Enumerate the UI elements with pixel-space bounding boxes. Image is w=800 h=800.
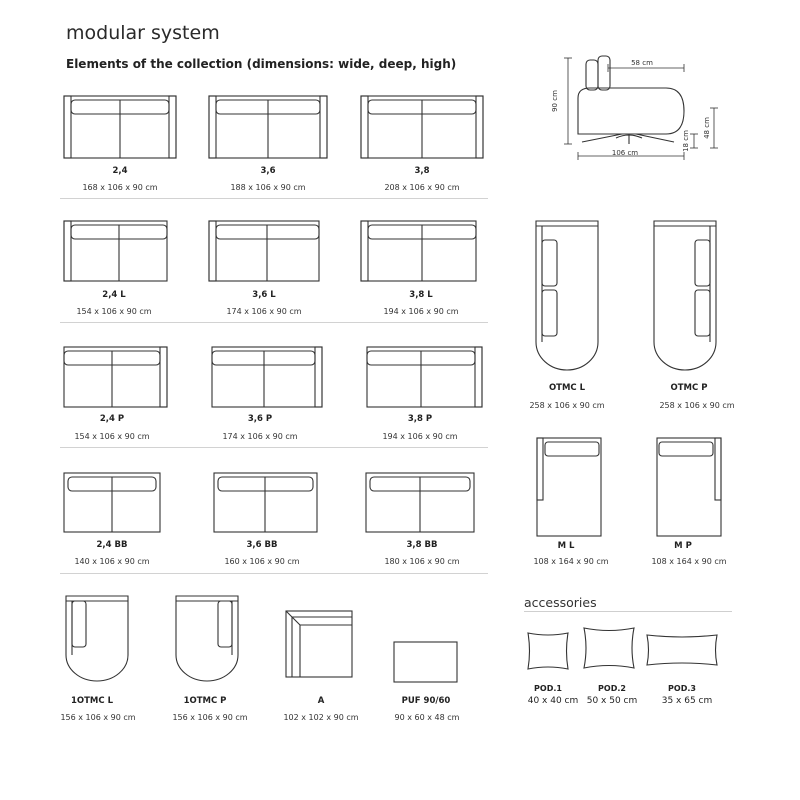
- pod-2-drawing: [584, 628, 634, 668]
- sofa-2-4-p-drawing: [64, 347, 167, 407]
- label-pod-2: POD.2: [598, 684, 626, 693]
- sofa-3-6-l-drawing: [209, 221, 319, 281]
- side-seat-depth-label: 58 cm: [631, 59, 653, 67]
- pod-1-drawing: [528, 633, 568, 669]
- dims-2-4-bb: 140 x 106 x 90 cm: [74, 557, 150, 566]
- sofa-3-8-l-drawing: [361, 221, 476, 281]
- dims-3-6: 188 x 106 x 90 cm: [230, 183, 306, 192]
- dims-1otmc-p: 156 x 106 x 90 cm: [172, 713, 248, 722]
- sofa-2-4-l-drawing: [64, 221, 167, 281]
- label-a: A: [317, 696, 325, 706]
- dims-otmc-l: 258 x 106 x 90 cm: [529, 401, 605, 410]
- dims-3-8-p: 194 x 106 x 90 cm: [382, 432, 458, 441]
- label-pod-1: POD.1: [534, 684, 562, 693]
- pod-3-drawing: [647, 635, 717, 665]
- label-2-4-bb: 2,4 BB: [96, 540, 128, 550]
- corner-a-drawing: [286, 611, 352, 677]
- 1otmc-l-drawing: [66, 596, 128, 681]
- label-2-4-l: 2,4 L: [102, 290, 126, 300]
- label-m-l: M L: [557, 541, 575, 551]
- page-title: modular system: [66, 22, 220, 44]
- dims-puf: 90 x 60 x 48 cm: [394, 713, 460, 722]
- label-otmc-p: OTMC P: [670, 383, 708, 393]
- dims-3-8-l: 194 x 106 x 90 cm: [383, 307, 459, 316]
- sofa-3-6-p-drawing: [212, 347, 322, 407]
- dims-3-6-l: 174 x 106 x 90 cm: [226, 307, 302, 316]
- otmc-l-drawing: [536, 221, 598, 370]
- label-otmc-l: OTMC L: [548, 383, 586, 393]
- dims-3-6-bb: 160 x 106 x 90 cm: [224, 557, 300, 566]
- label-3-6-bb: 3,6 BB: [246, 540, 278, 550]
- label-2-4: 2,4: [112, 166, 128, 176]
- dims-pod-2: 50 x 50 cm: [586, 696, 638, 706]
- sofa-2-4-bb-drawing: [64, 473, 160, 532]
- label-puf: PUF 90/60: [401, 696, 451, 706]
- dims-3-8-bb: 180 x 106 x 90 cm: [384, 557, 460, 566]
- label-3-8-l: 3,8 L: [409, 290, 433, 300]
- side-seat-height-label: 48 cm: [703, 117, 711, 139]
- dims-3-8: 208 x 106 x 90 cm: [384, 183, 460, 192]
- m-p-drawing: [657, 438, 721, 536]
- dims-2-4-l: 154 x 106 x 90 cm: [76, 307, 152, 316]
- dims-1otmc-l: 156 x 106 x 90 cm: [60, 713, 136, 722]
- side-view-drawing: [564, 56, 718, 160]
- label-2-4-p: 2,4 P: [99, 414, 125, 424]
- accessories-divider: [524, 611, 732, 612]
- label-1otmc-p: 1OTMC P: [183, 696, 227, 706]
- label-pod-3: POD.3: [668, 684, 696, 693]
- otmc-p-drawing: [654, 221, 716, 370]
- puf-drawing: [394, 642, 457, 682]
- accessories-title: accessories: [524, 595, 597, 610]
- dims-2-4: 168 x 106 x 90 cm: [82, 183, 158, 192]
- label-3-6: 3,6: [260, 166, 276, 176]
- side-leg-label: 18 cm: [682, 130, 690, 152]
- label-3-6-l: 3,6 L: [252, 290, 276, 300]
- side-height-label: 90 cm: [551, 90, 559, 112]
- sofa-2-4-drawing: [64, 96, 176, 158]
- m-l-drawing: [537, 438, 601, 536]
- label-3-6-p: 3,6 P: [247, 414, 273, 424]
- label-3-8-bb: 3,8 BB: [406, 540, 438, 550]
- label-1otmc-l: 1OTMC L: [70, 696, 113, 706]
- sofa-3-6-drawing: [209, 96, 327, 158]
- label-m-p: M P: [674, 541, 692, 551]
- dims-m-l: 108 x 164 x 90 cm: [533, 557, 609, 566]
- dims-a: 102 x 102 x 90 cm: [283, 713, 359, 722]
- dims-otmc-p: 258 x 106 x 90 cm: [659, 401, 735, 410]
- sofa-3-8-p-drawing: [367, 347, 482, 407]
- dims-2-4-p: 154 x 106 x 90 cm: [74, 432, 150, 441]
- dims-pod-3: 35 x 65 cm: [661, 696, 713, 706]
- page-subtitle: Elements of the collection (dimensions: wide, deep, high): [66, 57, 457, 71]
- dims-m-p: 108 x 164 x 90 cm: [651, 557, 727, 566]
- label-3-8-p: 3,8 P: [407, 414, 433, 424]
- dims-3-6-p: 174 x 106 x 90 cm: [222, 432, 298, 441]
- sofa-3-8-drawing: [361, 96, 483, 158]
- label-3-8: 3,8: [414, 166, 430, 176]
- dims-pod-1: 40 x 40 cm: [527, 696, 579, 706]
- 1otmc-p-drawing: [176, 596, 238, 681]
- sofa-3-8-bb-drawing: [366, 473, 474, 532]
- side-width-label: 106 cm: [611, 149, 639, 157]
- sofa-3-6-bb-drawing: [214, 473, 317, 532]
